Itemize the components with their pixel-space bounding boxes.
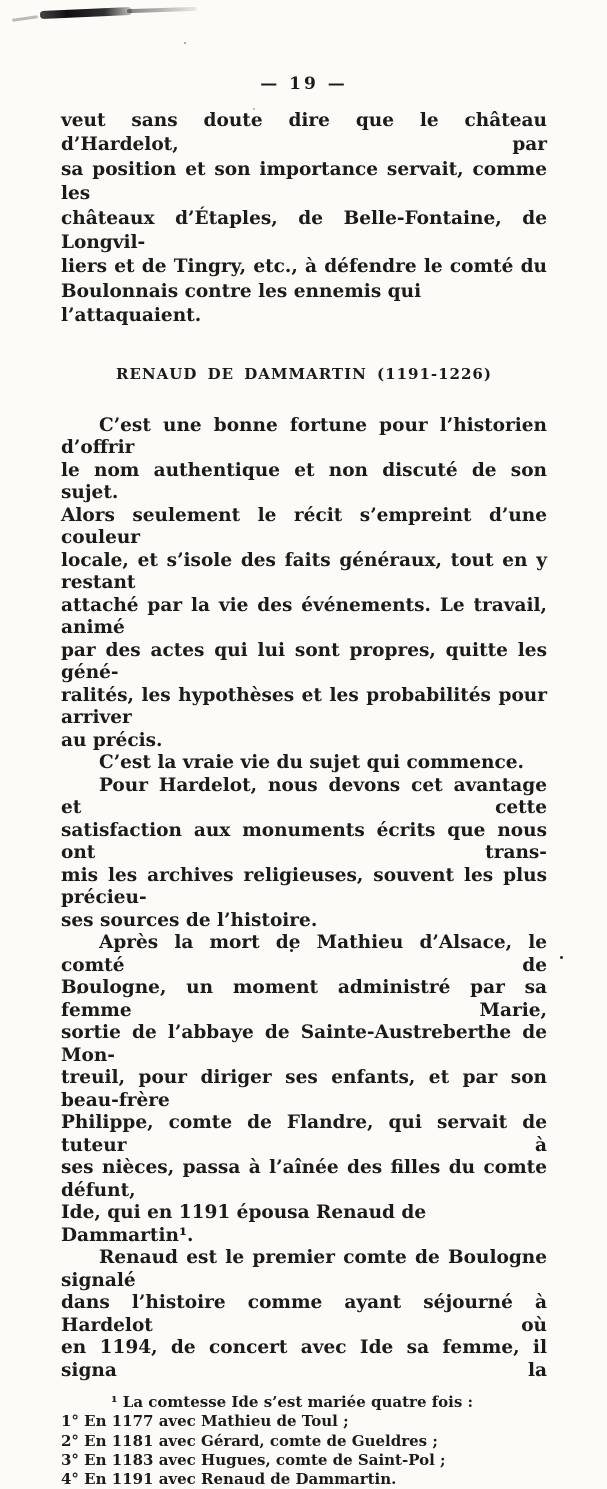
text-line: mis les archives religieuses, souvent les plus précieu- — [61, 864, 547, 909]
text-line: Ide, qui en 1191 épousa Renaud de Dammartin¹. — [61, 1202, 427, 1246]
paragraph-renaud-premier-comte — [61, 1247, 547, 1382]
text-line: en 1194, de concert avec Ide sa femme, il signa la — [61, 1337, 547, 1381]
scan-speck — [560, 956, 563, 959]
text-line: C’est une bonne fortune pour l’historien d’offrir — [61, 414, 547, 459]
footnote-line: 3° En 1183 avec Hugues, comte de Saint-Pol ; — [61, 1450, 446, 1469]
text-line: Boulogne, un moment administré par sa femme Marie, — [61, 977, 547, 1021]
scan-smudge-fleck — [12, 15, 38, 22]
section-paragraphs — [61, 415, 547, 1383]
footnote-block — [61, 1393, 547, 1489]
text-line: Pour Hardelot, nous devons cet avantage et cette — [61, 774, 547, 819]
footnote-line: ¹ La comtesse Ide s’est mariée quatre fois : — [111, 1393, 474, 1412]
page-number: — 19 — — [260, 74, 348, 94]
text-line: veut sans doute dire que le château d’Hardelot, par — [61, 110, 547, 156]
text-line: C’est la vraie vie du sujet qui commence. — [99, 752, 524, 774]
text-line: châteaux d’Étaples, de Belle-Fontaine, de Longvil- — [61, 207, 547, 254]
text-line: ses sources de l’histoire. — [61, 909, 318, 931]
paragraph-apres-la-mort — [61, 932, 547, 1247]
text-line: liers et de Tingry, etc., à défendre le comté du — [61, 256, 547, 278]
footnote-line: 1° En 1177 avec Mathieu de Toul ; — [61, 1412, 349, 1431]
text-line: attaché par la vie des événements. Le travail, animé — [61, 594, 547, 639]
scan-smudge-tail — [127, 7, 197, 13]
text-line: Après la mort de Mathieu d’Alsace, le comté de — [61, 932, 547, 976]
scan-speck — [184, 42, 186, 44]
text-line: Renaud est le premier comte de Boulogne signalé — [61, 1247, 547, 1291]
text-line: Boulonnais contre les ennemis qui l’attaquaient. — [61, 280, 422, 327]
text-line: ralités, les hypothèses et les probabilités pour arriver — [61, 684, 547, 729]
text-line: le nom authentique et non discuté de son sujet. — [61, 459, 547, 504]
text-line: Philippe, comte de Flandre, qui servait de tuteur à — [61, 1112, 547, 1156]
footnote-line: 4° En 1191 avec Renaud de Dammartin. — [61, 1469, 397, 1488]
paragraph-continuation — [61, 109, 547, 329]
text-line: sa position et son importance servait, comme les — [61, 158, 547, 205]
footnote-line: 2° En 1181 avec Gérard, comte de Gueldres ; — [61, 1431, 438, 1450]
scan-smudge-artifact — [40, 7, 132, 19]
text-line: locale, et s’isole des faits généraux, tout en y restant — [61, 549, 547, 594]
text-line: satisfaction aux monuments écrits que nous ont trans- — [61, 819, 547, 864]
text-line: Alors seulement le récit s’empreint d’une couleur — [61, 504, 547, 549]
text-line: par des actes qui lui sont propres, quitte les géné- — [61, 639, 547, 684]
section-heading: RENAUD DE DAMMARTIN (1191-1226) — [116, 364, 492, 383]
paragraph-vraie-vie — [61, 752, 547, 775]
main-text-column — [61, 109, 547, 1489]
intro-paragraphs — [61, 109, 547, 329]
paragraph-pour-hardelot — [61, 775, 547, 933]
text-line: ses nièces, passa à l’aînée des filles du comte défunt, — [61, 1157, 547, 1201]
text-line: sortie de l’abbaye de Sainte-Austreberthe de Mon- — [61, 1022, 547, 1066]
text-line: treuil, pour diriger ses enfants, et par son beau-frère — [61, 1067, 547, 1111]
text-line: au précis. — [61, 729, 163, 751]
paragraph-bonne-fortune — [61, 415, 547, 753]
text-line: dans l’histoire comme ayant séjourné à Hardelot où — [61, 1292, 547, 1336]
